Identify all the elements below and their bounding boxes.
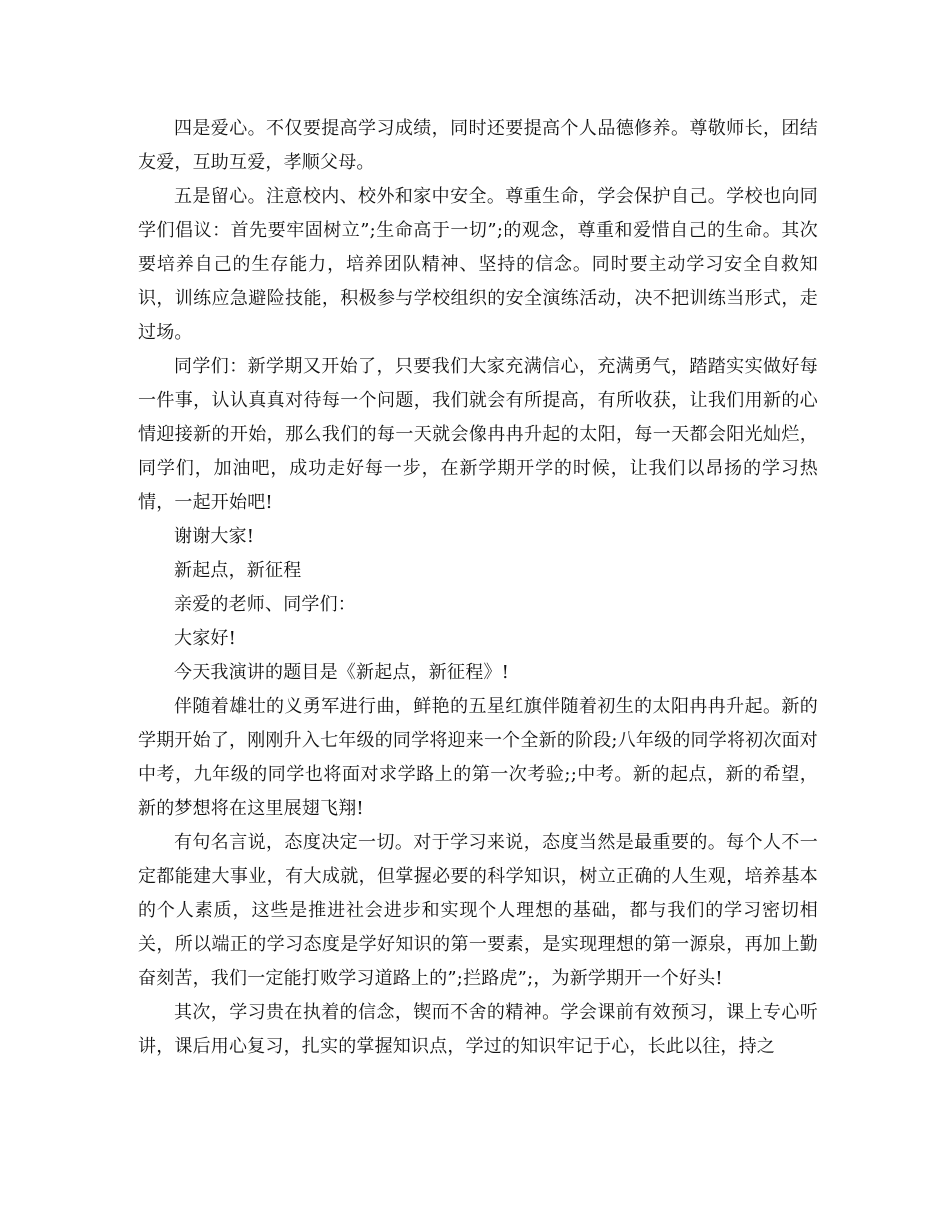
- paragraph-new-semester: 同学们：新学期又开始了，只要我们大家充满信心，充满勇气，踏踏实实做好每一件事，认认真真对待每一个问题，我们就会有所提高，有所收获，让我们用新的心情迎接新的开始，那么我们的每一天就会像冉冉升起的太阳，每一天都会阳光灿烂，同学们，加油吧，成功走好每一步，在新学期开学的时候，让我们以昂扬的学习热情，一起开始吧!: [138, 356, 818, 513]
- salutation: 亲爱的老师、同学们：: [174, 594, 356, 615]
- paragraph-love: 四是爱心。不仅要提高学习成绩，同时还要提高个人品德修养。尊敬师长，团结友爱，互助互爱，孝顺父母。: [138, 118, 818, 173]
- paragraph-safety: 五是留心。注意校内、校外和家中安全。尊重生命，学会保护自己。学校也向同学们倡议：首先要牢固树立”;生命高于一切”;的观念，尊重和爱惜自己的生命。其次要培养自己的生存能力，培养团队精神、坚持的信念。同时要主动学习安全自救知识，训练应急避险技能，积极参与学校组织的安全演练活动，决不把训练当形式，走过场。: [138, 186, 818, 343]
- paragraph-anthem: 伴随着雄壮的义勇军进行曲，鲜艳的五星红旗伴随着初生的太阳冉冉升起。新的学期开始了，刚刚升入七年级的同学将迎来一个全新的阶段;八年级的同学将初次面对中考，九年级的同学也将面对求学路上的第一次考验;;中考。新的起点，新的希望，新的梦想将在这里展翅飞翔!: [138, 696, 818, 819]
- paragraph-attitude: 有句名言说，态度决定一切。对于学习来说，态度当然是最重要的。每个人不一定都能建大事业，有大成就，但掌握必要的科学知识，树立正确的人生观，培养基本的个人素质，这些是推进社会进步和实现个人理想的基础，都与我们的学习密切相关，所以端正的学习态度是学好知识的第一要素，是实现理想的第一源泉，再加上勤奋刻苦，我们一定能打败学习道路上的”;拦路虎”;，为新学期开一个好头!: [138, 832, 818, 989]
- speech-title: 新起点，新征程: [174, 560, 302, 581]
- document-body: [138, 112, 818, 1064]
- greeting: 大家好!: [174, 628, 237, 649]
- paragraph-perseverance: 其次，学习贵在执着的信念，锲而不舍的精神。学会课前有效预习，课上专心听讲，课后用心复习，扎实的掌握知识点，学过的知识牢记于心，长此以往，持之: [138, 1002, 818, 1057]
- paragraph-thanks: 谢谢大家!: [174, 526, 255, 547]
- topic-statement: 今天我演讲的题目是《新起点，新征程》!: [174, 662, 510, 683]
